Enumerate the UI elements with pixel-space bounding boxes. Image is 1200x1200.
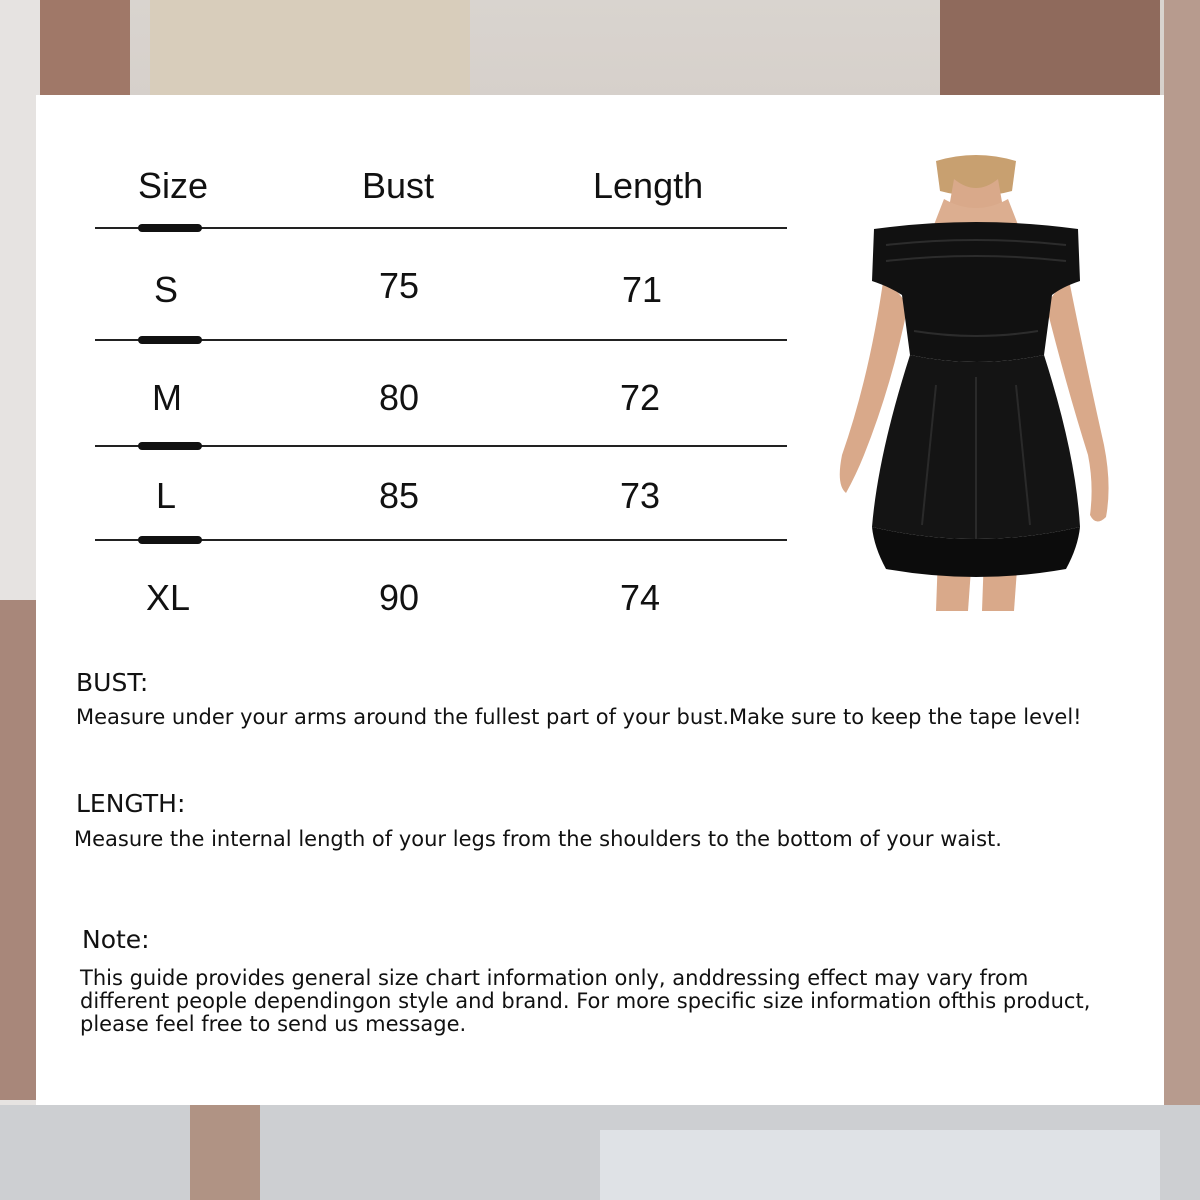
bust-description: Measure under your arms around the fullest part of your bust.Make sure to keep the tape level! [76, 705, 1082, 729]
table-cell-bust: 85 [379, 475, 420, 516]
table-cell-length: 71 [622, 269, 663, 310]
note-text [80, 967, 1090, 1036]
table-cell-bust: 90 [379, 577, 420, 618]
table-cell-size: XL [146, 577, 191, 618]
divider-accent [138, 224, 202, 232]
length-heading: LENGTH: [76, 789, 186, 818]
divider-accent [138, 442, 202, 450]
table-cell-size: S [154, 269, 179, 310]
divider-accent [138, 336, 202, 344]
note-line: please feel free to send us message. [80, 1012, 467, 1036]
note-line: different people dependingon style and brand. For more specific size information ofthis product, [80, 989, 1091, 1013]
length-description: Measure the internal length of your legs from the shoulders to the bottom of your waist. [74, 827, 1002, 851]
divider-accent [138, 536, 202, 544]
table-cell-bust: 80 [379, 377, 420, 418]
header-size: Size [138, 165, 209, 206]
note-heading: Note: [82, 925, 150, 954]
table-cell-length: 72 [620, 377, 661, 418]
size-guide-card [36, 95, 1164, 1105]
bust-heading: BUST: [76, 668, 149, 697]
header-length: Length [593, 165, 704, 206]
table-cell-length: 73 [620, 475, 661, 516]
header-bust: Bust [362, 165, 435, 206]
table-cell-size: L [156, 475, 177, 516]
table-cell-size: M [152, 377, 182, 418]
note-line: This guide provides general size chart information only, anddressing effect may vary from [80, 966, 1029, 990]
table-cell-bust: 75 [379, 265, 420, 306]
dress-photo-icon [826, 155, 1126, 611]
table-cell-length: 74 [620, 577, 661, 618]
